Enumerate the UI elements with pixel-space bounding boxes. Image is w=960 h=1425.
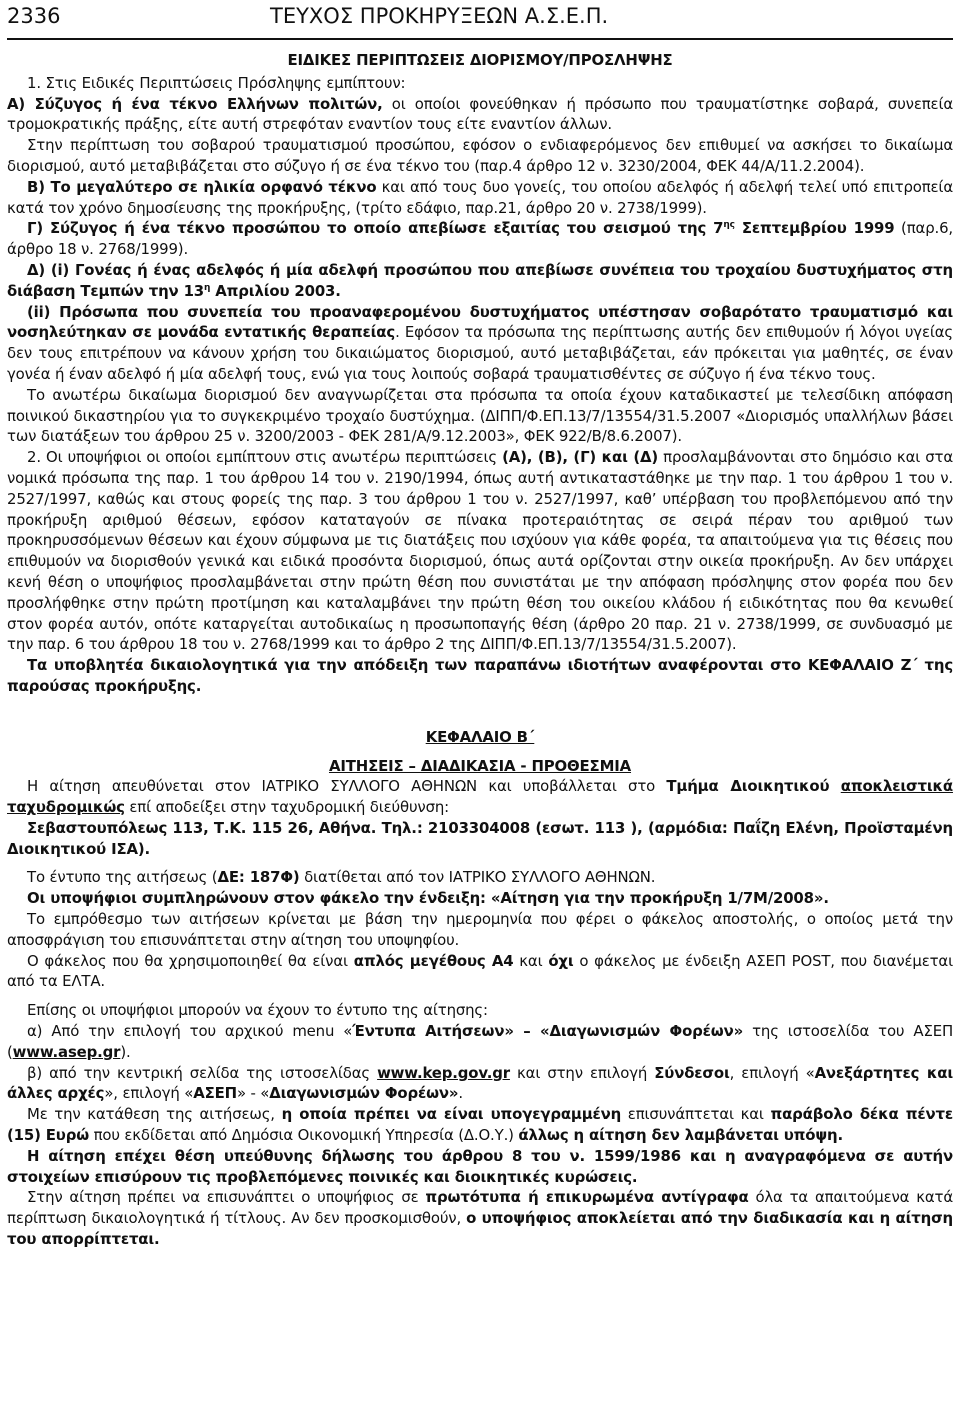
paragraph-section-2: 2. Οι υποψήφιοι οι οποίοι εμπίπτουν στις ανωτέρω περιπτώσεις (Α), (Β), (Γ) και (Δ) προσλαμβάνονται στο δημόσιο και στα νομικά πρόσωπα της παρ. 1 του άρθρου 14 του ν. 2190/1994, όπως αυτή αντικαταστάθηκε με την παρ. 1 του άρθρου 1 του ν. 2527/1997, καθώς και στους φορείς της παρ. 3 του άρθρου 1 του ν. 2527/1997, καθ’ υπέρβαση του προβλεπόμενου από την προκήρυξη αριθμού θέσεων, εφόσον καταταγούν σε πίνακα προτεραιότητας σε σειρά πέραν του αριθμού των προκηρυσσόμενων θέσεων και έχουν σύμφωνα με τις διατάξεις που ισχύουν για κάθε φορέα, τα απαιτούμενα για τις θέσεις που επιθυμούν να διορισθούν γενικά και ειδικά προσόντα διορισμού, όπως αυτά ορίζονται στην οικεία προκήρυξη. Αν δεν υπάρχει κενή θέση ο υποψήφιος προσλαμβάνεται στην πρώτη θέση που συνιστάται με την απόφαση πρόσληψης στον φορέα που δεν προσλήφθηκε στην πρώτη προτίμηση και καταλαμβάνει την πρώτη θέση του οικείου κλάδου ή ειδικότητας που θα κενωθεί στον φορέα αυτόν, οπότε καταργείται αυτοδικαίως η προσωποπαγής θέση (άρθρο 20 παρ. 21 ν. 2738/1999, σε συνδυασμό με την παρ. 6 του άρθρου 18 του ν. 2768/1999 και το άρθρο 2 της ΔΙΠΠ/Φ.ΕΠ.13/7/13554/31.5.2007). — [7, 448, 953, 654]
chapter-title: ΚΕΦΑΛΑΙΟ Β΄ — [425, 727, 535, 746]
paragraph-source-asep: α) Από την επιλογή του αρχικού menu «Έντυπα Αιτήσεων» – «Διαγωνισμών Φορέων» της ιστοσελίδα του ΑΣΕΠ (www.asep.gr). — [7, 1022, 954, 1061]
paragraph-case-d-exclusion: Το ανωτέρω δικαίωμα διορισμού δεν αναγνωρίζεται στα πρόσωπα τα οποία έχουν καταδικαστεί με τελεσίδικη απόφαση ποινικού δικαστηρίου για το συγκεκριμένο τροχαίο δυστύχημα. (ΔΙΠΠ/Φ.ΕΠ.13/7/13554/31.5.2007 «Διορισμός υπαλλήλων βάσει των διατάξεων του άρθρου 25 ν. 3200/2003 - ΦΕΚ 281/Α/9.12.2003», ΦΕΚ 922/Β/8.6.2007). — [7, 385, 953, 446]
paragraph-source-kep: β) από την κεντρική σελίδα της ιστοσελίδας www.kep.gov.gr και στην επιλογή Σύνδεσοι, επιλογή «Ανεξάρτητες και άλλες αρχές», επιλογή «ΑΣΕΠ» - «Διαγωνισμών Φορέων». — [7, 1063, 953, 1103]
document-page — [7, 0, 953, 1250]
chapter-subtitle: ΑΙΤΗΣΕΙΣ – ΔΙΑΔΙΚΑΣΙΑ - ΠΡΟΘΕΣΜΙΑ — [328, 756, 632, 775]
paragraph-fee: Με την κατάθεση της αιτήσεως, η οποία πρέπει να είναι υπογεγραμμένη επισυνάπτεται και παράβολο δέκα πέντε (15) Ευρώ που εκδίδεται από Δημόσια Οικονομική Υπηρεσία (Δ.Ο.Υ.) άλλως η αίτηση δεν λαμβάνεται υπόψη. — [7, 1105, 953, 1145]
paragraph-case-a-injury: Στην περίπτωση του σοβαρού τραυματισμού προσώπου, εφόσον ο ενδιαφερόμενος δεν επιθυμεί να ασκήσει το δικαίωμα διορισμού, αυτό μεταβιβάζεται στο σύζυγο ή σε ένα τέκνο του (παρ.4 άρθρο 12 ν. 3230/2004, ΦΕΚ 44/Α/11.2.2004). — [7, 136, 953, 175]
paragraph-postmark: Το εμπρόθεσμο των αιτήσεων κρίνεται με βάση την ημερομηνία που φέρει ο φάκελος αποστολής, ο οποίος μετά την αποσφράγιση του επισυνάπτεται στην αίτηση του υποψηφίου. — [7, 910, 953, 949]
paragraph-case-d-i: Δ) (i) Γονέας ή ένας αδελφός ή μία αδελφή προσώπου που απεβίωσε συνέπεια του τροχαίου δυστυχήματος στη διάβαση Τεμπών την $13^\eta$ Απριλίου 2003. — [7, 260, 953, 300]
paragraph-case-b: Β) Το μεγαλύτερο σε ηλικία ορφανό τέκνο και από τους δυο γονείς, του οποίου αδελφός ή αδελφή τελεί υπό επιτροπεία κατά τον χρόνο δημοσίευσης της προκήρυξης, (τρίτο εδάφιο, παρ.21, άρθρο 20 ν. 2738/1999). — [7, 177, 953, 217]
kep-link[interactable]: www.kep.gov.gr — [377, 1063, 510, 1082]
paragraph-envelope-label: Οι υποψήφιοι συμπληρώνουν στον φάκελο την ένδειξη: «Αίτηση για την προκήρυξη 1/7Μ/2008». — [27, 889, 829, 908]
document-body — [7, 50, 953, 1250]
paragraph-envelope-type: Ο φάκελος που θα χρησιμοποιηθεί θα είναι απλός μεγέθους Α4 και όχι ο φάκελος με ένδειξη ΑΣΕΠ POST, που διανέμεται από τα ΕΛΤΑ. — [7, 951, 953, 991]
paragraph-form: Το έντυπο της αιτήσεως (ΔΕ: 187Φ) διατίθεται από τον ΙΑΤΡΙΚΟ ΣΥΛΛΟΓΟ ΑΘΗΝΩΝ. — [27, 868, 656, 887]
section-title: ΕΙΔΙΚΕΣ ΠΕΡΙΠΤΩΣΕΙΣ ΔΙΟΡΙΣΜΟΥ/ΠΡΟΣΛΗΨΗΣ — [287, 51, 673, 69]
journal-title: ΤΕΥΧΟΣ ΠΡΟΚΗΡΥΞΕΩΝ Α.Σ.Ε.Π. — [270, 4, 609, 28]
asep-link[interactable]: www.asep.gr — [12, 1042, 121, 1061]
paragraph-case-c: Γ) Σύζυγος ή ένα τέκνο προσώπου το οποίο απεβίωσε εξαιτίας του σεισμού της $7^{\eta\varsigma}$ Σεπτεμβρίου 1999 (παρ.6, άρθρο 18 ν. 2768/1999). — [7, 219, 953, 259]
paragraph-intro: 1. Στις Ειδικές Περιπτώσεις Πρόσληψης εμπίπτουν: — [27, 73, 406, 92]
postal-address: Σεβαστουπόλεως 113, Τ.Κ. 115 26, Αθήνα. Τηλ.: 2103304008 (εσωτ. 113 ), (αρμόδια: Παΐζη Ελένη, Προϊσταμένη Διοικητικού ΙΣΑ). — [7, 818, 953, 858]
paragraph-declaration: Η αίτηση επέχει θέση υπεύθυνης δήλωσης του άρθρου 8 του ν. 1599/1986 και η αναγραφόμενα σε αυτήν στοιχείων επισύρουν τις προβλεπόμενες ποινικές και διοικητικές κυρώσεις. — [7, 1146, 953, 1186]
paragraph-originals: Στην αίτηση πρέπει να επισυνάπτει ο υποψήφιος σε πρωτότυπα ή επικυρωμένα αντίγραφα όλα τα απαιτούμενα κατά περίπτωση δικαιολογητικά ή τίτλους. Αν δεν προσκομισθούν, ο υποψήφιος αποκλείεται από την διαδικασία και η αίτηση του απορρίπτεται. — [7, 1188, 953, 1249]
paragraph-case-a: Α) Σύζυγος ή ένα τέκνο Ελλήνων πολιτών, οι οποίοι φονεύθηκαν ή πρόσωπο που τραυματίστηκε σοβαρά, συνεπεία τρομοκρατικής πράξης, είτε αυτή στρεφόταν εναντίον τους είτε εναντίον άλλων. — [7, 94, 953, 134]
page-number: 2336 — [7, 4, 61, 28]
page-header — [7, 0, 953, 40]
paragraph-case-d-ii: (ii) Πρόσωπα που συνεπεία του προαναφερομένου δυστυχήματος υπέστησαν σοβαρότατο τραυματισμό και νοσηλεύτηκαν σε μονάδα εντατικής θεραπείας. Εφόσον τα πρόσωπα της περίπτωσης αυτής δεν επιθυμούν ή λόγοι υγείας δεν τους επιτρέπουν να κάνουν χρήση του δικαιώματος διορισμού, αυτό μεταβιβάζεται, εάν πρόκειται για μαθητές, σε έναν γονέα ή έναν αδελφό ή μία αδελφή τους, ενώ για τους λοιπούς σοβαρά τραυματισθέντες σε σύζυγο ή ένα τέκνο τους. — [7, 302, 954, 383]
paragraph-documents-note: Τα υποβλητέα δικαιολογητικά για την απόδειξη των παραπάνω ιδιοτήτων αναφέρονται στο ΚΕΦΑΛΑΙΟ Ζ΄ της παρούσας προκήρυξης. — [7, 656, 953, 695]
paragraph-submission: Η αίτηση απευθύνεται στον ΙΑΤΡΙΚΟ ΣΥΛΛΟΓΟ ΑΘΗΝΩΝ και υποβάλλεται στο Τμήμα Διοικητικού αποκλειστικά ταχυδρομικώς επί αποδείξει στην ταχυδρομική διεύθυνση: — [7, 777, 953, 817]
paragraph-form-sources: Επίσης οι υποψήφιοι μπορούν να έχουν το έντυπο της αίτησης: — [27, 1001, 488, 1020]
